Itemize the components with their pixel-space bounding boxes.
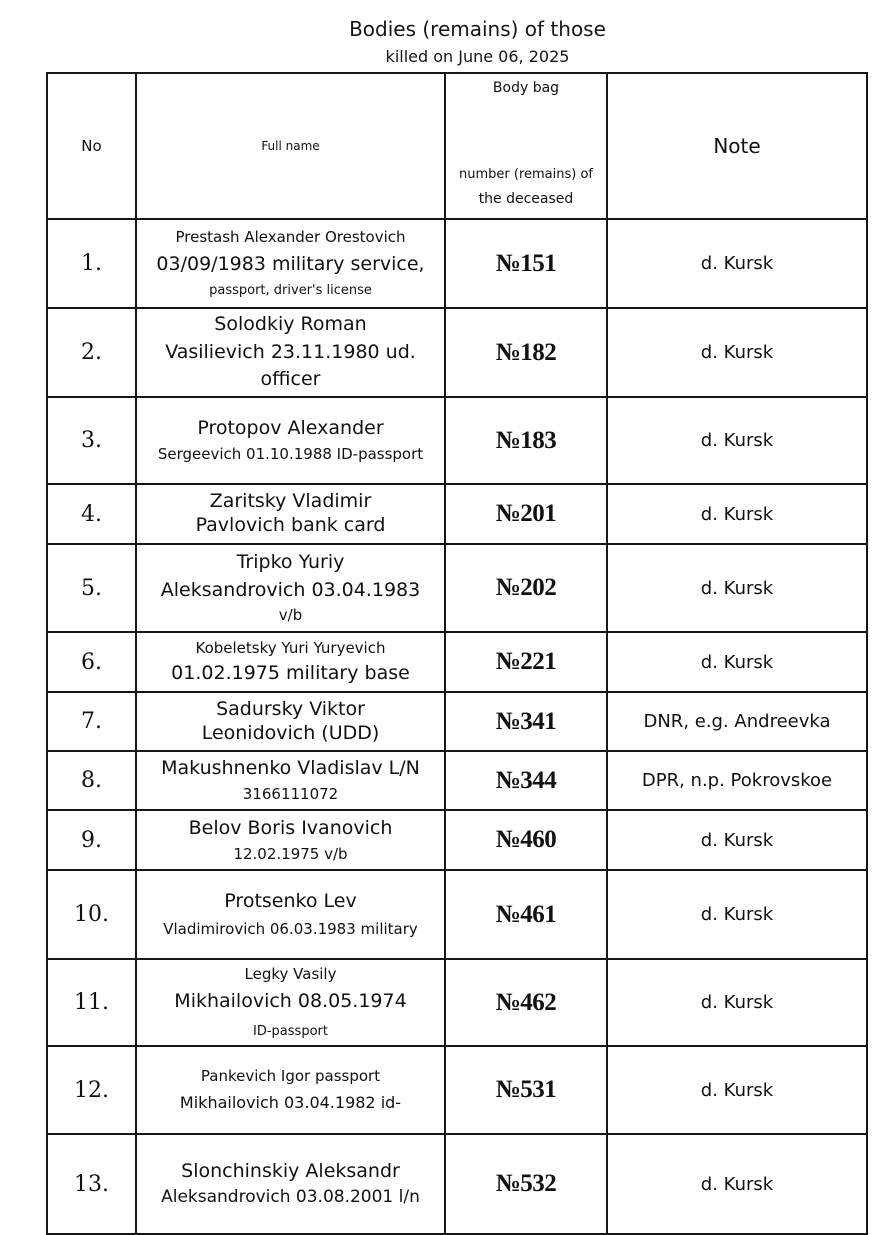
row-number: 13. (47, 1134, 136, 1234)
body-bag-number: №202 (445, 544, 607, 632)
full-name-cell (136, 692, 445, 751)
header-body-bag-bottom (446, 162, 606, 212)
body-bag-number: №151 (445, 219, 607, 308)
name-line: Belov Boris Ivanovich (188, 816, 393, 839)
row-number: 2. (47, 308, 136, 397)
name-line: Legky Vasily (244, 965, 337, 984)
note-cell: d. Kursk (607, 1134, 867, 1234)
full-name-cell (136, 632, 445, 692)
note-cell: d. Kursk (607, 959, 867, 1046)
name-line: v/b (278, 606, 303, 625)
body-bag-number: №344 (445, 751, 607, 810)
note-cell: d. Kursk (607, 484, 867, 544)
body-bag-number: №201 (445, 484, 607, 544)
header-body-bag-line-1: number (remains) of (459, 167, 593, 182)
document-title: Bodies (remains) of those (349, 17, 606, 41)
name-line: Tripko Yuriy (236, 550, 345, 573)
body-bag-number: №182 (445, 308, 607, 397)
name-line: Aleksandrovich 03.04.1983 (160, 578, 421, 601)
full-name-cell (136, 751, 445, 810)
body-bag-number: №460 (445, 810, 607, 870)
note-cell: DNR, e.g. Andreevka (607, 692, 867, 751)
full-name-cell (136, 484, 445, 544)
row-number: 5. (47, 544, 136, 632)
name-line: Protopov Alexander (197, 417, 384, 440)
document-subtitle: killed on June 06, 2025 (385, 47, 570, 66)
table-row (47, 870, 867, 959)
name-line: 12.02.1975 v/b (233, 844, 348, 863)
name-line: 01.02.1975 military base (171, 661, 410, 684)
note-cell: d. Kursk (607, 810, 867, 870)
table-row (47, 308, 867, 397)
full-name-cell (136, 219, 445, 308)
remains-table (46, 72, 868, 1235)
row-number: 12. (47, 1046, 136, 1134)
row-number: 7. (47, 692, 136, 751)
note-cell: d. Kursk (607, 219, 867, 308)
body-bag-number: №462 (445, 959, 607, 1046)
note-cell: DPR, n.p. Pokrovskoe (607, 751, 867, 810)
name-line: 03/09/1983 military service, (156, 252, 425, 275)
body-bag-number: №341 (445, 692, 607, 751)
body-bag-number: №461 (445, 870, 607, 959)
body-bag-number: №221 (445, 632, 607, 692)
full-name-cell (136, 870, 445, 959)
header-body-bag (445, 73, 607, 219)
row-number: 3. (47, 397, 136, 484)
note-cell: d. Kursk (607, 1046, 867, 1134)
name-line: Sergeevich 01.10.1988 ID-passport (157, 445, 424, 463)
full-name-cell (136, 959, 445, 1046)
name-line: Pankevich Igor passport (200, 1066, 381, 1085)
table-row (47, 959, 867, 1046)
row-number: 11. (47, 959, 136, 1046)
note-cell: d. Kursk (607, 870, 867, 959)
header-body-bag-top: Body bag (492, 80, 560, 96)
table-row (47, 692, 867, 751)
name-line: Makushnenko Vladislav L/N (161, 757, 420, 780)
name-line: Mikhailovich 08.05.1974 (174, 989, 407, 1012)
name-line: Protsenko Lev (224, 890, 357, 913)
full-name-cell (136, 308, 445, 397)
body-bag-number: №183 (445, 397, 607, 484)
table-row (47, 751, 867, 810)
table-row (47, 632, 867, 692)
name-line: Kobeletsky Yuri Yuryevich (195, 638, 386, 657)
header-body-bag-line-2: the deceased (478, 191, 574, 207)
body-bag-number: №532 (445, 1134, 607, 1234)
name-line: passport, driver's license (209, 282, 372, 298)
name-line: Pavlovich bank card (195, 514, 386, 536)
row-number: 6. (47, 632, 136, 692)
name-line: Vladimirovich 06.03.1983 military (163, 920, 418, 938)
row-number: 10. (47, 870, 136, 959)
header-full-name: Full name (136, 73, 445, 219)
note-cell: d. Kursk (607, 544, 867, 632)
header-note: Note (607, 73, 867, 219)
row-number: 1. (47, 219, 136, 308)
table-row (47, 484, 867, 544)
table-row (47, 219, 867, 308)
full-name-cell (136, 544, 445, 632)
header-no: No (47, 73, 136, 219)
row-number: 8. (47, 751, 136, 810)
note-cell: d. Kursk (607, 397, 867, 484)
full-name-cell (136, 810, 445, 870)
row-number: 9. (47, 810, 136, 870)
name-line: 3166111072 (242, 785, 339, 803)
name-line: ID-passport (253, 1023, 328, 1039)
table-row (47, 1134, 867, 1234)
name-line: Vasilievich 23.11.1980 ud. (165, 340, 416, 363)
full-name-cell (136, 1134, 445, 1234)
name-line: officer (260, 368, 321, 391)
note-cell: d. Kursk (607, 308, 867, 397)
name-line: Mikhailovich 03.04.1982 id- (179, 1093, 402, 1113)
table-row (47, 1046, 867, 1134)
table-row (47, 544, 867, 632)
name-line: Aleksandrovich 03.08.2001 l/n (161, 1187, 420, 1208)
header-row (47, 73, 867, 219)
full-name-cell (136, 1046, 445, 1134)
note-cell: d. Kursk (607, 632, 867, 692)
row-number: 4. (47, 484, 136, 544)
name-line: Slonchinskiy Aleksandr (181, 1159, 400, 1182)
full-name-cell (136, 397, 445, 484)
body-bag-number: №531 (445, 1046, 607, 1134)
name-line: Prestash Alexander Orestovich (175, 228, 406, 247)
name-line: Sadursky Viktor (216, 697, 365, 720)
name-line: Leonidovich (UDD) (201, 721, 380, 744)
table-row (47, 397, 867, 484)
name-line: Solodkiy Roman (214, 312, 367, 335)
name-line: Zaritsky Vladimir (209, 490, 372, 513)
table-row (47, 810, 867, 870)
